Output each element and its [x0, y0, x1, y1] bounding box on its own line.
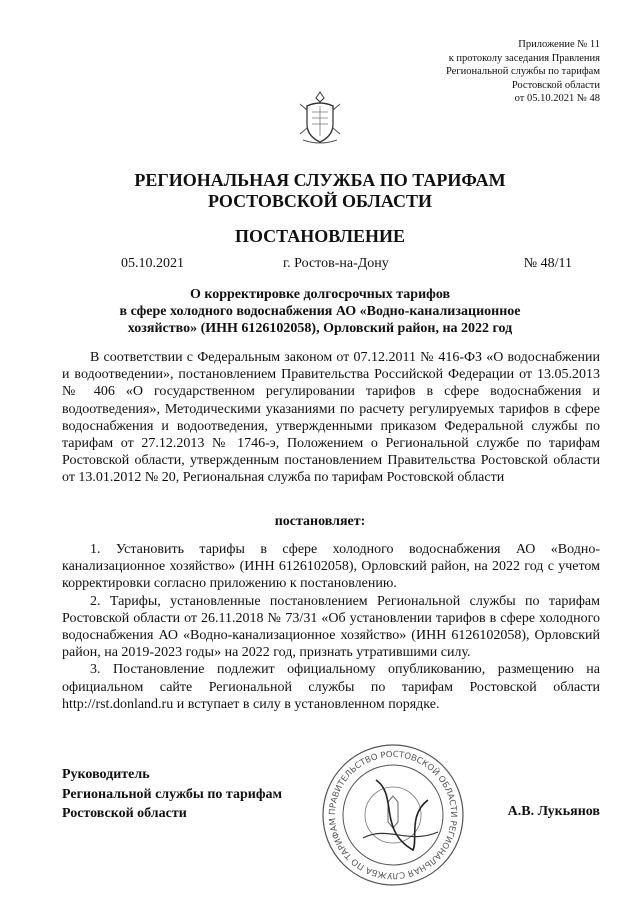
decree-item: 3. Постановление подлежит официальному опубликованию, размещению на официальном сайте Региональной службы по тарифам Ростовской области http://rst.donland.ru и вступает в силу в установленном порядке.	[62, 662, 600, 712]
appendix-block	[380, 38, 600, 106]
coat-of-arms-icon	[297, 88, 343, 146]
document-subject	[60, 286, 580, 337]
svg-text:ПРАВИТЕЛЬСТВО РОСТОВСКОЙ ОБЛАС	[328, 750, 458, 880]
preamble-paragraph: В соответствии с Федеральным законом от 07.12.2011 № 416-ФЗ «О водоснабжении и водоотведении», постановлением Правительства Российской Федерации от 13.05.2013 № 406 «О государственном регулировании тарифов в сфере водоснабжения и водоотведения», Методическими указаниями по расчету регулируемых тарифов в сфере водоснабжения и водоотведения, утвержденными приказом Федеральной службы по тарифам от 27.12.2013 № 1746-э, Положением о Региональной службе по тарифам Ростовской области, утвержденным постановлением Правительства Ростовской области от 13.01.2012 № 20, Региональная служба по тарифам Ростовской области	[62, 350, 600, 486]
appendix-line: Региональной службы по тарифам	[445, 66, 600, 78]
organization-line: РЕГИОНАЛЬНАЯ СЛУЖБА ПО ТАРИФАМ	[134, 170, 506, 190]
decree-item: 1. Установить тарифы в сфере холодного водоснабжения АО «Водно-канализационное хозяйство» (ИНН 6126102058), Орловский район, на 2022 год с учетом корректировки согласно приложению к постановлению.	[62, 542, 600, 592]
document-type: ПОСТАНОВЛЕНИЕ	[234, 226, 406, 246]
signer-name: А.В. Лукьянов	[507, 804, 600, 819]
subject-line: в сфере холодного водоснабжения АО «Водно-канализационное	[119, 304, 521, 319]
decree-items	[62, 541, 600, 713]
decree-word: постановляет:	[274, 514, 366, 529]
document-number: № 48/11	[523, 256, 572, 271]
signer-title-line: Руководитель	[62, 767, 150, 782]
appendix-line: от 05.10.2021 № 48	[514, 93, 600, 105]
seal-text: ПРАВИТЕЛЬСТВО РОСТОВСКОЙ ОБЛАСТИ РЕГИОНАЛЬНАЯ СЛУЖБА ПО ТАРИФАМ	[327, 749, 459, 881]
organization-title	[0, 170, 640, 212]
signer-title-line: Региональной службы по тарифам	[62, 786, 283, 802]
subject-line: хозяйство» (ИНН 6126102058), Орловский район, на 2022 год	[127, 321, 513, 336]
signer-title-line: Ростовской области	[62, 806, 187, 821]
document-city: г. Ростов-на-Дону	[283, 256, 389, 271]
organization-line: РОСТОВСКОЙ ОБЛАСТИ	[208, 191, 432, 211]
signer-title	[62, 765, 282, 824]
document-meta	[121, 256, 572, 274]
official-seal-stamp	[318, 740, 468, 890]
decree-item: 2. Тарифы, установленные постановлением Региональной службы по тарифам Ростовской области от 26.11.2018 № 73/31 «Об установлении тарифов в сфере холодного водоснабжения АО «Водно-канализационное хозяйство» (ИНН 6126102058), Орловский район, на 2019-2023 годы» на 2022 год, признать утратившими силу.	[62, 593, 600, 661]
appendix-line: к протоколу заседания Правления	[448, 52, 600, 64]
appendix-line: Приложение № 11	[518, 39, 600, 50]
appendix-line: Ростовской области	[511, 79, 600, 91]
subject-line: О корректировке долгосрочных тарифов	[189, 287, 451, 302]
document-date: 05.10.2021	[121, 256, 184, 271]
